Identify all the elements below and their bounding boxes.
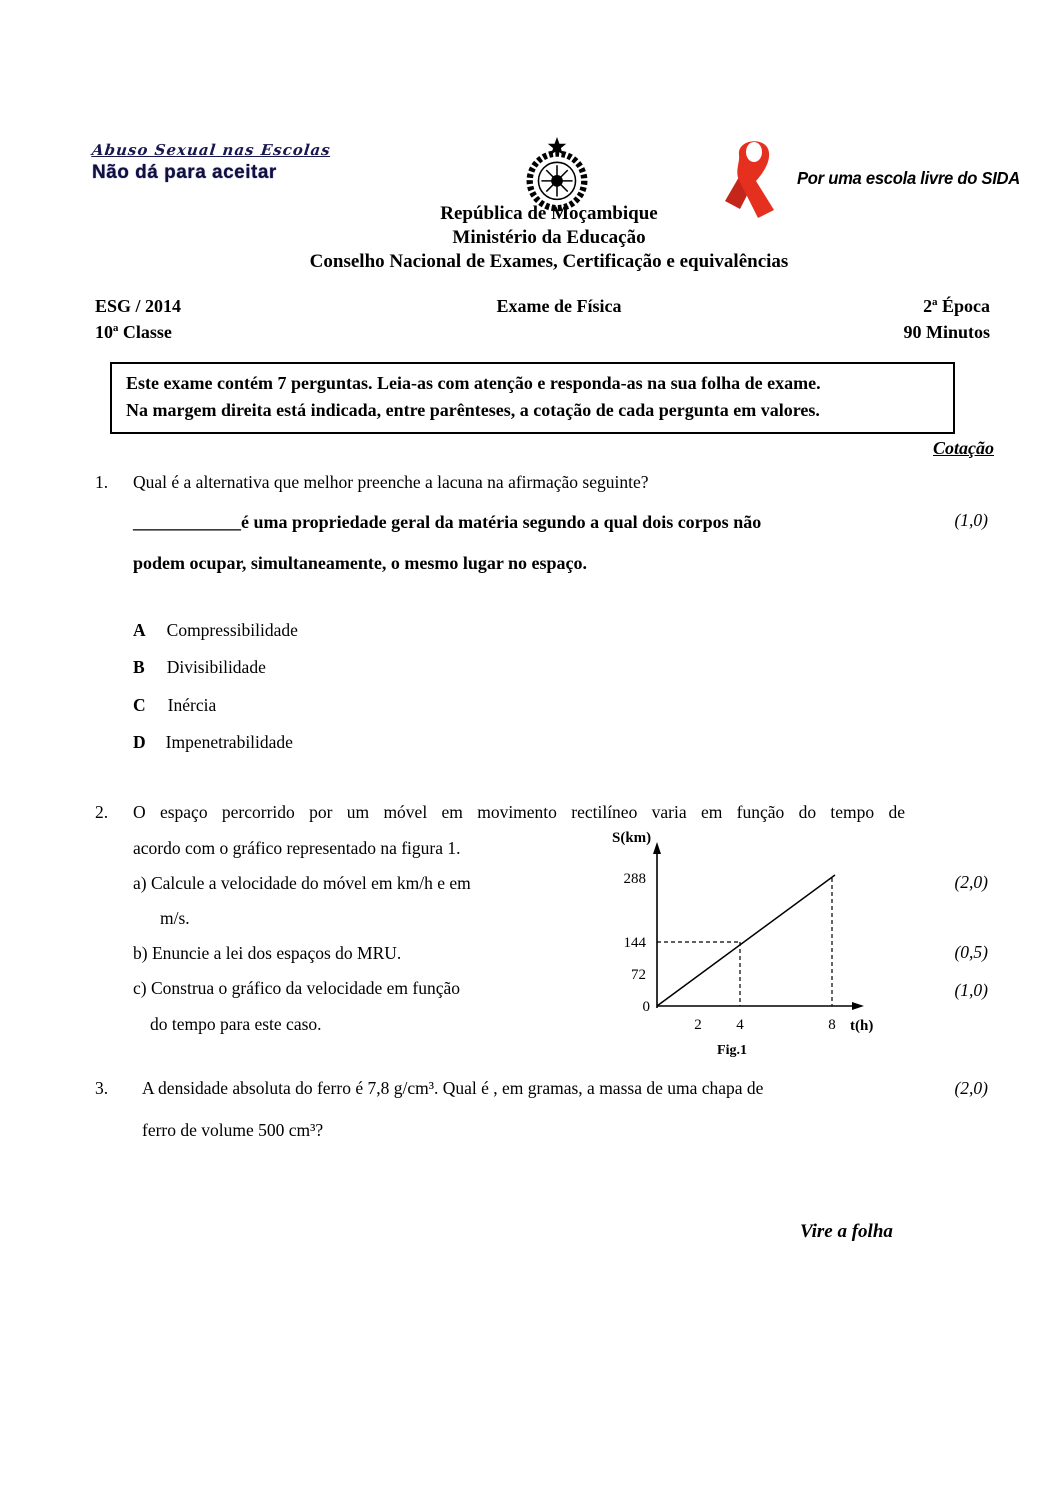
x-tick-2: 2 <box>694 1017 702 1033</box>
figure1-distance-time-graph <box>592 826 892 1061</box>
option-row-a <box>133 620 298 641</box>
option-row-d <box>133 732 293 753</box>
q1-marks: (1,0) <box>954 510 988 530</box>
exam-program: ESG / 2014 <box>95 296 182 316</box>
q2-item-c-cont: do tempo para este caso. <box>150 1014 322 1034</box>
origin-label: 0 <box>642 999 650 1015</box>
q2-marks-c: (1,0) <box>954 980 988 1000</box>
graph-xlabel: t(h) <box>850 1018 874 1034</box>
q1-statement-line1: ____________é uma propriedade geral da matéria segundo a qual dois corpos não <box>133 512 762 532</box>
campaign-slogan: Por uma escola livre do SIDA <box>797 168 1021 188</box>
q2-number: 2. <box>95 802 109 822</box>
q2-line1: O espaço percorrido por um móvel em movimento rectilíneo varia em função do tempo de <box>133 802 905 822</box>
cotacao-header: Cotação <box>933 438 994 458</box>
notice-box <box>110 362 955 434</box>
x-tick-4: 4 <box>736 1017 744 1033</box>
option-letter: A <box>133 620 146 640</box>
option-label: Impenetrabilidade <box>165 732 293 752</box>
q2-item-a: a) Calcule a velocidade do móvel em km/h e em <box>133 873 471 893</box>
q2-marks-b: (0,5) <box>954 942 988 962</box>
y-tick-72: 72 <box>631 967 646 983</box>
turn-page-note: Vire a folha <box>800 1221 893 1242</box>
option-letter: B <box>133 657 145 677</box>
campaign-script-text: Abuso Sexual nas Escolas <box>91 141 332 159</box>
q1-prompt: Qual é a alternativa que melhor preenche a lacuna na afirmação seguinte? <box>133 472 649 492</box>
exam-duration: 90 Minutos <box>903 322 990 342</box>
y-tick-288: 288 <box>623 871 646 887</box>
option-row-b <box>133 657 266 678</box>
x-tick-8: 8 <box>828 1017 836 1033</box>
campaign-badge <box>92 141 331 184</box>
header-council: Conselho Nacional de Exames, Certificação e equivalências <box>309 251 789 272</box>
q3-marks: (2,0) <box>954 1078 988 1098</box>
option-label: Compressibilidade <box>166 620 298 640</box>
notice-line-1: Este exame contém 7 perguntas. Leia-as com atenção e responda-as na sua folha de exame. <box>126 373 821 393</box>
option-label: Inércia <box>167 695 217 715</box>
option-letter: D <box>133 732 146 752</box>
exam-grade: 10ª Classe <box>95 322 172 342</box>
exam-epoch: 2ª Época <box>923 296 990 316</box>
option-row-c <box>133 695 216 716</box>
campaign-bold-text: Não dá para aceitar <box>92 162 277 183</box>
q2-marks-a: (2,0) <box>954 872 988 892</box>
q2-item-c: c) Construa o gráfico da velocidade em função <box>133 978 461 998</box>
q2-item-a-cont: m/s. <box>160 908 190 928</box>
option-label: Divisibilidade <box>166 657 266 677</box>
q2-line2: acordo com o gráfico representado na figura 1. <box>133 838 461 858</box>
q2-item-b: b) Enuncie a lei dos espaços do MRU. <box>133 943 402 963</box>
q3-line1: A densidade absoluta do ferro é 7,8 g/cm³. Qual é , em gramas, a massa de uma chapa de <box>142 1078 764 1098</box>
document-header <box>40 202 1058 274</box>
figure-caption: Fig.1 <box>717 1043 747 1058</box>
header-country: República de Moçambique <box>440 203 658 224</box>
header-ministry: Ministério da Educação <box>452 227 646 248</box>
exam-subject: Exame de Física <box>496 296 622 316</box>
q3-line2: ferro de volume 500 cm³? <box>142 1120 324 1140</box>
option-letter: C <box>133 695 146 715</box>
q1-statement-line2: podem ocupar, simultaneamente, o mesmo lugar no espaço. <box>133 553 587 573</box>
y-tick-144: 144 <box>623 935 646 951</box>
notice-line-2: Na margem direita está indicada, entre parênteses, a cotação de cada pergunta em valores. <box>126 400 820 420</box>
q3-number: 3. <box>95 1078 109 1098</box>
graph-ylabel: S(km) <box>612 830 652 846</box>
q1-number: 1. <box>95 472 109 492</box>
